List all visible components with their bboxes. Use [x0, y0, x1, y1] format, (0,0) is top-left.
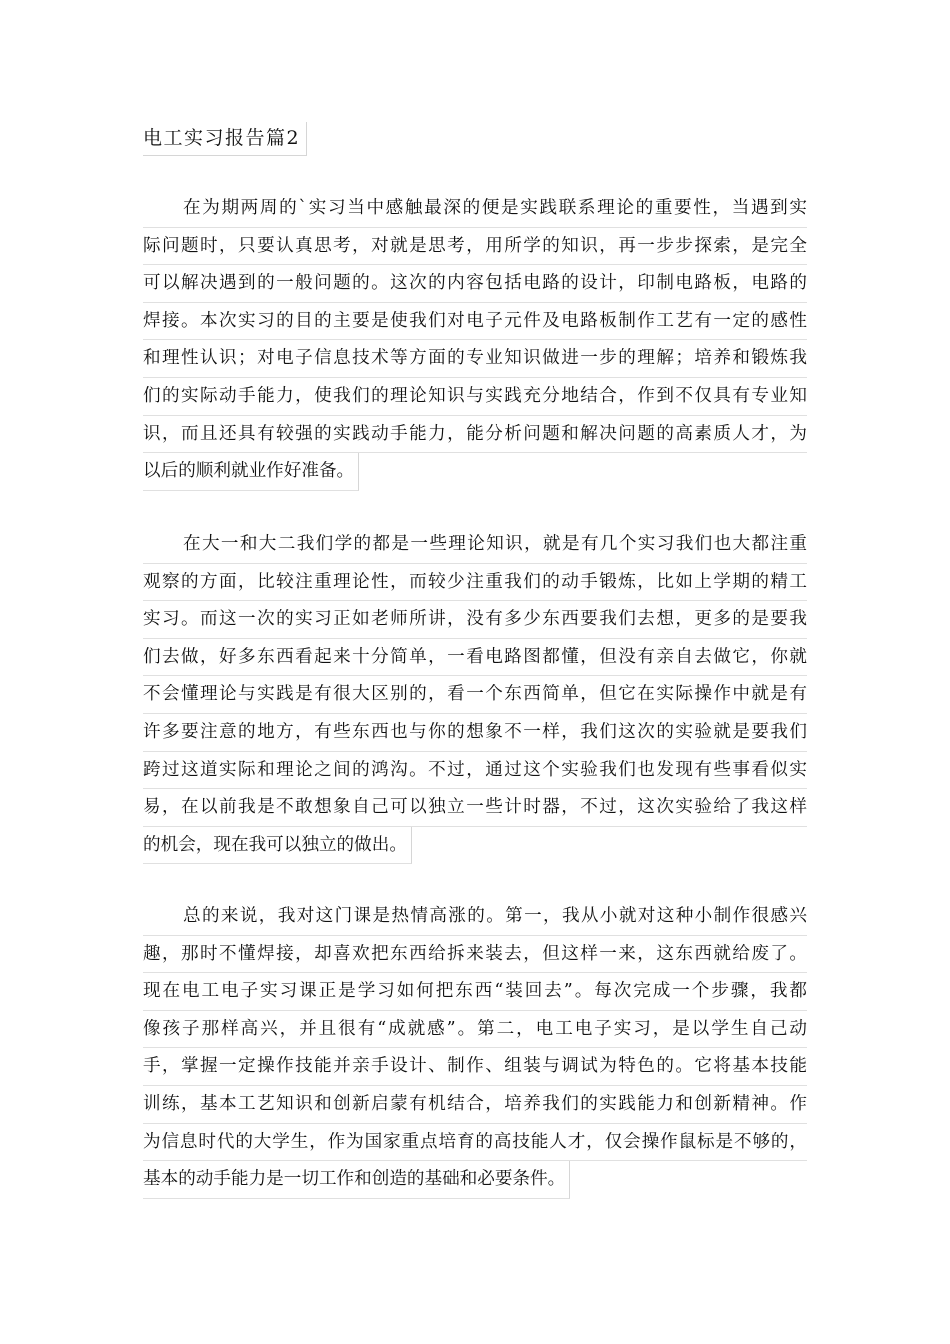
paragraph-2 [143, 526, 807, 868]
paragraph-line: 不会懂理论与实践是有很大区别的，看一个东西简单，但它在实际操作中就是有 [143, 676, 807, 714]
paragraph-line: 识，而且还具有较强的实践动手能力，能分析问题和解决问题的高素质人才，为 [143, 416, 807, 454]
paragraph-line: 以后的顺利就业作好准备。 [143, 453, 359, 491]
paragraph-line: 基本的动手能力是一切工作和创造的基础和必要条件。 [143, 1161, 570, 1199]
paragraph-line: 在大一和大二我们学的都是一些理论知识，就是有几个实习我们也大都注重 [143, 526, 807, 564]
paragraph-line: 许多要注意的地方，有些东西也与你的想象不一样，我们这次的实验就是要我们 [143, 714, 807, 752]
paragraph-line: 像孩子那样高兴，并且很有“成就感”。第二，电工电子实习，是以学生自己动 [143, 1011, 807, 1049]
paragraph-line: 在为期两周的`实习当中感触最深的便是实践联系理论的重要性，当遇到实 [143, 190, 807, 228]
paragraph-line: 为信息时代的大学生，作为国家重点培育的高技能人才，仅会操作鼠标是不够的， [143, 1124, 807, 1162]
paragraph-3 [143, 898, 807, 1203]
paragraph-line: 趣，那时不懂焊接，却喜欢把东西给拆来装去，但这样一来，这东西就给废了。 [143, 936, 807, 974]
paragraph-line: 实习。而这一次的实习正如老师所讲，没有多少东西要我们去想，更多的是要我 [143, 601, 807, 639]
paragraph-line: 焊接。本次实习的目的主要是使我们对电子元件及电路板制作工艺有一定的感性 [143, 303, 807, 341]
paragraph-line: 易，在以前我是不敢想象自己可以独立一些计时器，不过，这次实验给了我这样 [143, 789, 807, 827]
paragraph-line: 们的实际动手能力，使我们的理论知识与实践充分地结合，作到不仅具有专业知 [143, 378, 807, 416]
paragraph-line: 和理性认识；对电子信息技术等方面的专业知识做进一步的理解；培养和锻炼我 [143, 340, 807, 378]
paragraph-1 [143, 190, 807, 495]
paragraph-line: 现在电工电子实习课正是学习如何把东西“装回去”。每次完成一个步骤，我都 [143, 973, 807, 1011]
paragraph-line: 可以解决遇到的一般问题的。这次的内容包括电路的设计，印制电路板，电路的 [143, 265, 807, 303]
paragraph-line: 手，掌握一定操作技能并亲手设计、制作、组装与调试为特色的。它将基本技能 [143, 1048, 807, 1086]
document-title: 电工实习报告篇2 [143, 122, 307, 156]
paragraph-line: 跨过这道实际和理论之间的鸿沟。不过，通过这个实验我们也发现有些事看似实 [143, 752, 807, 790]
paragraph-line: 们去做，好多东西看起来十分简单，一看电路图都懂，但没有亲自去做它，你就 [143, 639, 807, 677]
paragraph-line: 观察的方面，比较注重理论性，而较少注重我们的动手锻炼，比如上学期的精工 [143, 564, 807, 602]
paragraph-line: 的机会，现在我可以独立的做出。 [143, 827, 412, 865]
paragraph-line: 总的来说，我对这门课是热情高涨的。第一，我从小就对这种小制作很感兴 [143, 898, 807, 936]
paragraph-line: 训练，基本工艺知识和创新启蒙有机结合，培养我们的实践能力和创新精神。作 [143, 1086, 807, 1124]
paragraph-line: 际问题时，只要认真思考，对就是思考，用所学的知识，再一步步探索，是完全 [143, 228, 807, 266]
